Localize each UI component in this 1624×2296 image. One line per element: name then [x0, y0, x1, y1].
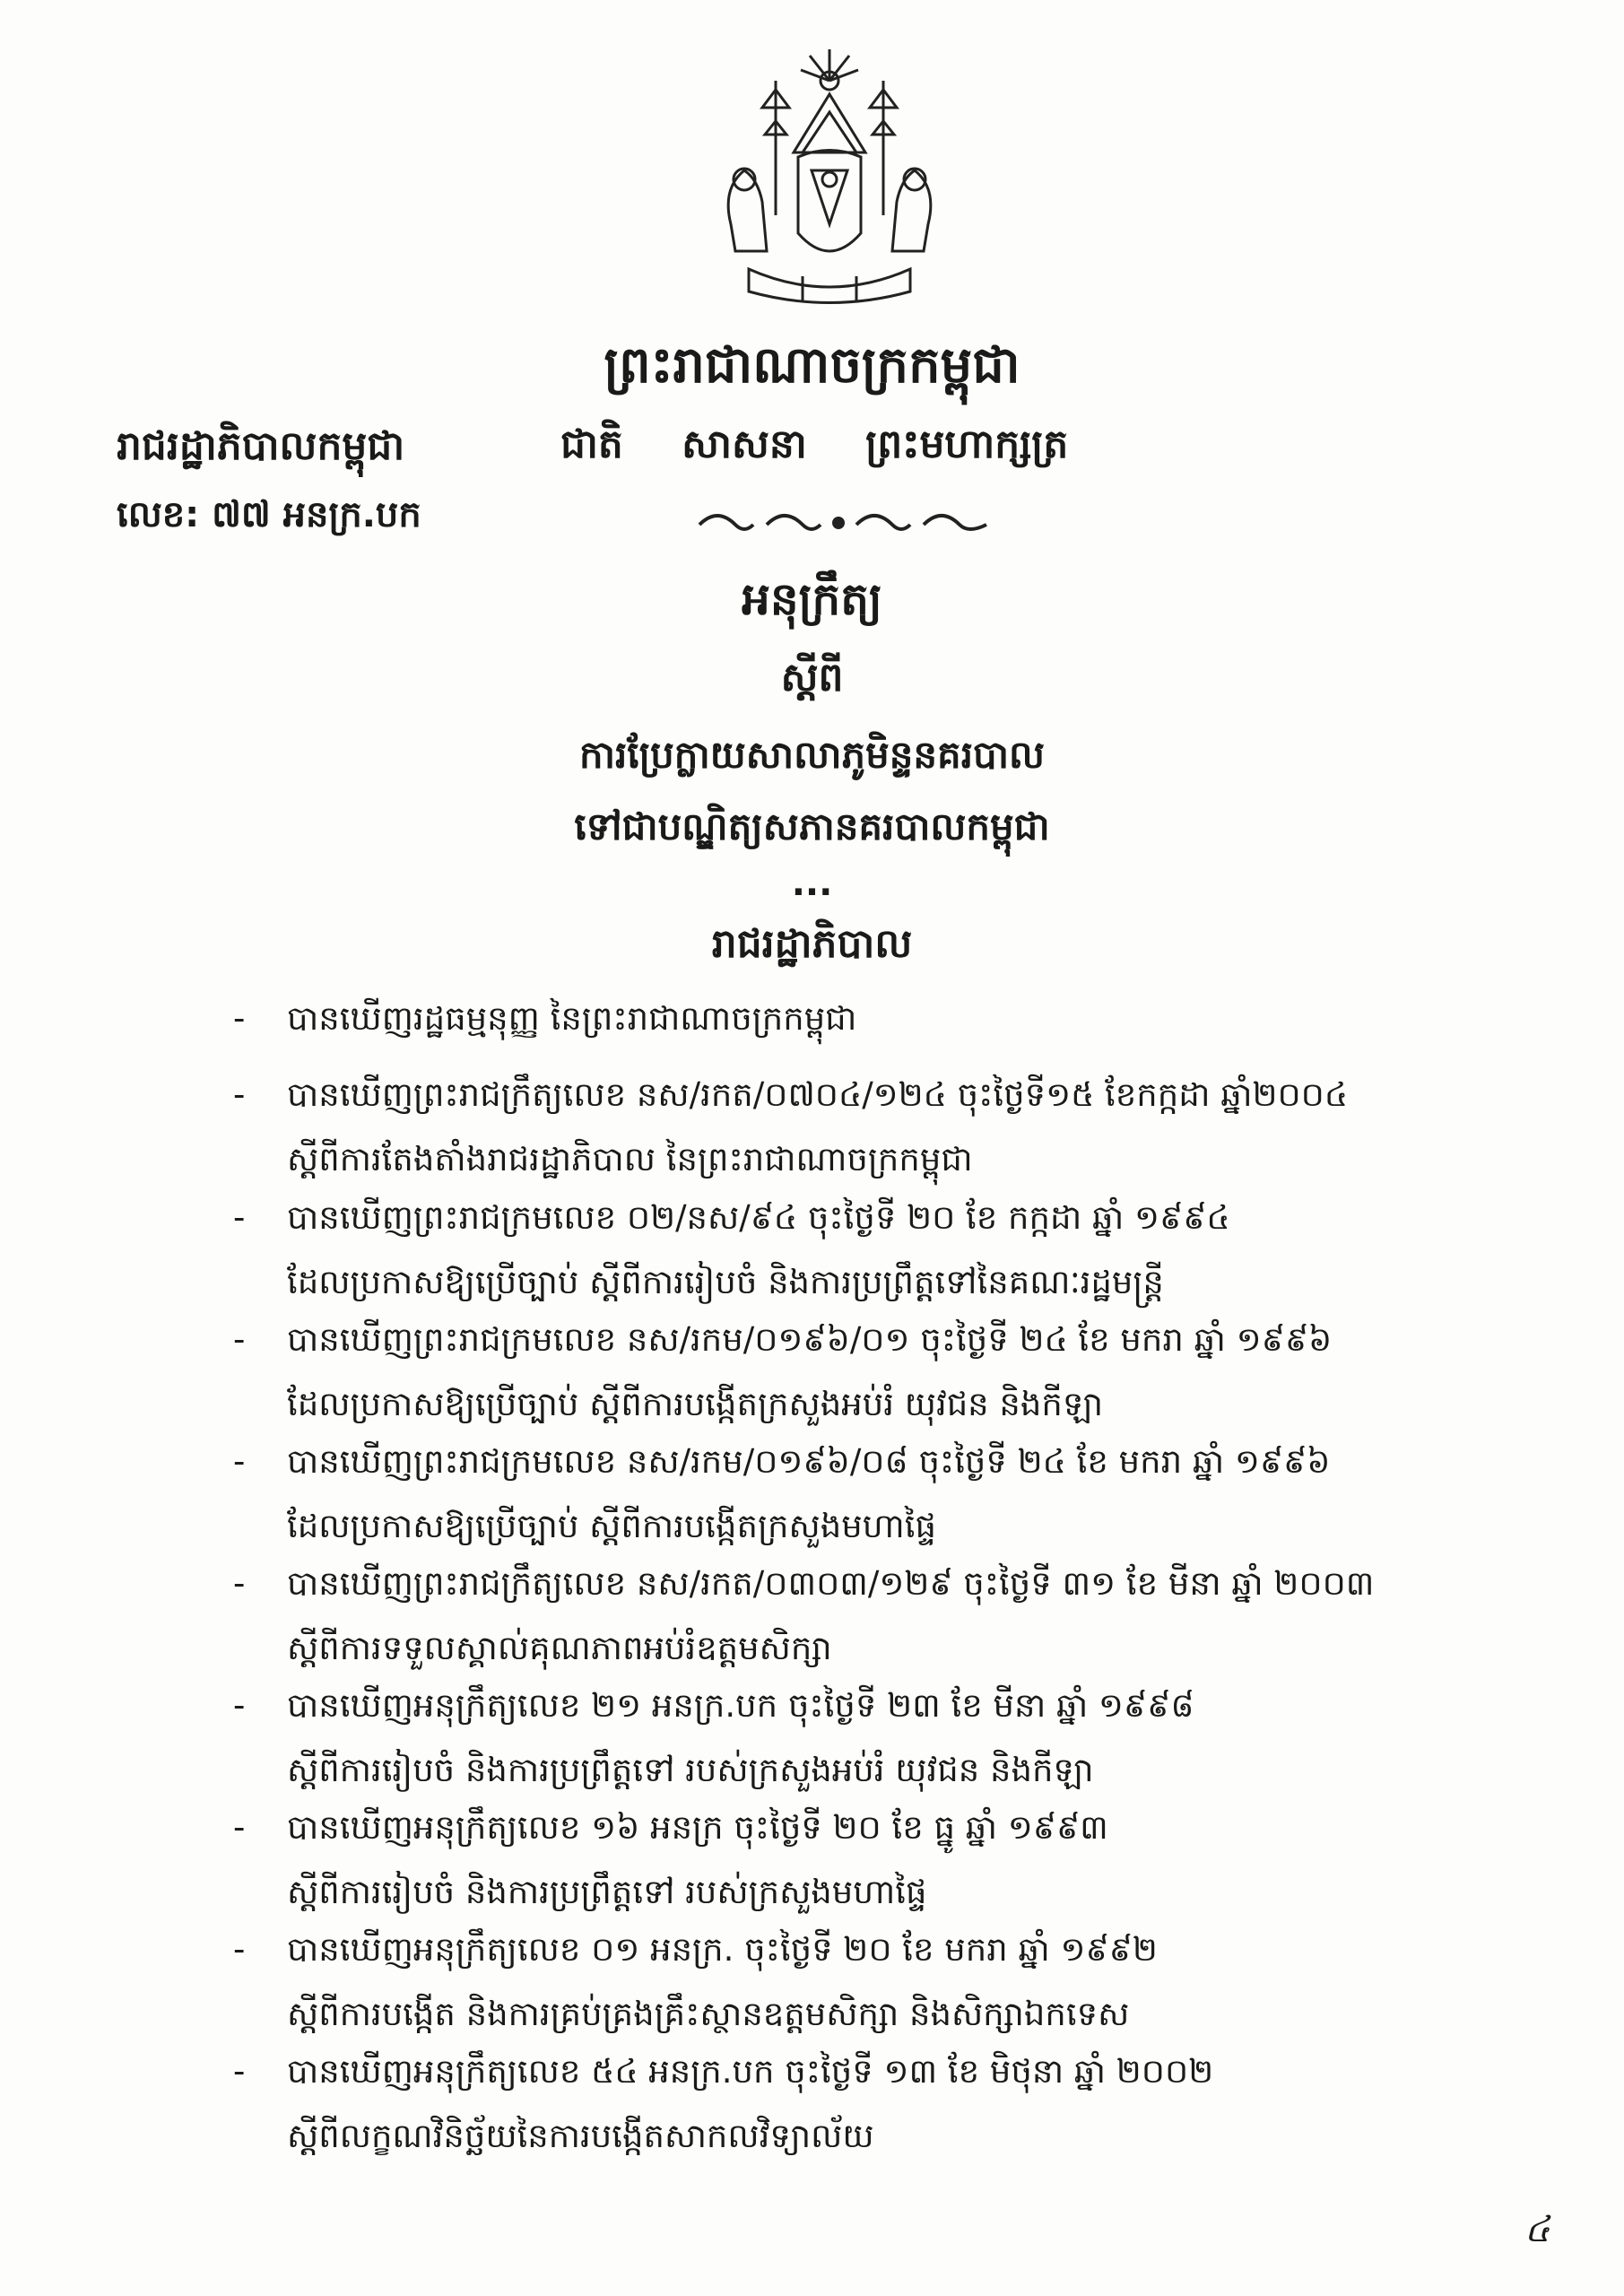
list-item: [233, 1308, 1542, 1437]
about-label: ស្តីពី: [780, 655, 844, 700]
issuing-government: រាជរដ្ឋាភិបាលកម្ពុជា: [117, 423, 405, 469]
royal-coat-of-arms-icon: [695, 45, 964, 314]
ellipsis-separator: ...: [791, 863, 833, 904]
bullet-dash: -: [233, 1442, 246, 1481]
list-item: [233, 1063, 1542, 1192]
item-line-1: បានឃើញព្រះរាជក្រមលេខ នស/រកម/០១៩៦/០៨ ចុះថ្ងៃទី ២៤ ខែ មករា ឆ្នាំ ១៩៩៦: [287, 1442, 1331, 1481]
list-item: [233, 2039, 1542, 2169]
item-line-1: បានឃើញព្រះរាជក្រមលេខ នស/រកម/០១៩៦/០១ ចុះថ្ងៃទី ២៤ ខែ មករា ឆ្នាំ ១៩៩៦: [287, 1320, 1333, 1359]
item-line-2: ដែលប្រកាសឱ្យប្រើច្បាប់ ស្តីពីការបង្កើតក្រសួងមហាផ្ទៃ: [287, 1507, 936, 1545]
item-line-1: បានឃើញព្រះរាជក្រឹត្យលេខ នស/រកត/០៧០៤/១២៤ ចុះថ្ងៃទី១៥ ខែកក្កដា ឆ្នាំ២០០៤: [287, 1075, 1349, 1114]
item-line-1: បានឃើញអនុក្រឹត្យលេខ ០១ អនក្រ. ចុះថ្ងៃទី ២០ ខែ មករា ឆ្នាំ ១៩៩២: [287, 1930, 1158, 1969]
list-item: [233, 1796, 1542, 1925]
list-item: [233, 1552, 1542, 1681]
bullet-dash: -: [233, 1930, 246, 1969]
item-line-2: ស្តីពីការបង្កើត និងការគ្រប់គ្រងគ្រឹះស្ថានឧត្តមសិក្សា និងសិក្សាឯកទេស: [287, 1995, 1130, 2033]
item-line-2: ស្តីពីលក្ខណវិនិច្ឆ័យនៃការបង្កើតសាកលវិទ្យាល័យ: [287, 2117, 874, 2155]
kingdom-name: ព្រះរាជាណាចក្រកម្ពុជា: [604, 336, 1020, 395]
item-line-1: បានឃើញរដ្ឋធម្មនុញ្ញ នៃព្រះរាជាណាចក្រកម្ពុជា: [287, 999, 857, 1038]
bullet-dash: -: [233, 1808, 246, 1847]
subject-line-1: ការប្រែក្លាយសាលាភូមិន្ទនគរបាល: [578, 733, 1046, 777]
bullet-dash: -: [233, 1075, 246, 1114]
bullet-dash: -: [233, 1320, 246, 1359]
decorative-ornament-icon: [690, 498, 995, 543]
list-item: [233, 1186, 1542, 1315]
page-number: ៤: [1524, 2209, 1550, 2250]
reference-number: លេខ: ៧៧ អនក្រ.បក: [117, 494, 421, 535]
issuer-heading: រាជរដ្ឋាភិបាល: [711, 921, 913, 967]
bullet-dash: -: [233, 2052, 246, 2091]
bullet-dash: -: [233, 1564, 246, 1603]
bullet-dash: -: [233, 1198, 246, 1237]
item-line-1: បានឃើញព្រះរាជក្រឹត្យលេខ នស/រកត/០៣០៣/១២៩ ចុះថ្ងៃទី ៣១ ខែ មីនា ឆ្នាំ ២០០៣: [287, 1564, 1375, 1603]
list-item: [233, 987, 1542, 1051]
item-line-1: បានឃើញព្រះរាជក្រមលេខ ០២/នស/៩៤ ចុះថ្ងៃទី ២០ ខែ កក្កដា ឆ្នាំ ១៩៩៤: [287, 1198, 1230, 1237]
item-line-2: ស្តីពីការរៀបចំ និងការប្រព្រឹត្តទៅ របស់ក្រសួងអប់រំ យុវជន និងកីឡា: [287, 1751, 1094, 1789]
national-motto: ជាតិ សាសនា ព្រះមហាក្សត្រ: [560, 422, 1069, 467]
item-line-1: បានឃើញអនុក្រឹត្យលេខ ៥៤ អនក្រ.បក ចុះថ្ងៃទី ១៣ ខែ មិថុនា ឆ្នាំ ២០០២: [287, 2052, 1214, 2091]
item-line-2: ស្តីពីការរៀបចំ និងការប្រព្រឹត្តទៅ របស់ក្រសួងមហាផ្ទៃ: [287, 1873, 927, 1911]
document-type: អនុក្រឹត្យ: [742, 573, 882, 625]
item-line-2: ដែលប្រកាសឱ្យប្រើច្បាប់ ស្តីពីការបង្កើតក្រសួងអប់រំ យុវជន និងកីឡា: [287, 1385, 1104, 1423]
item-line-2: ស្តីពីការតែងតាំងរាជរដ្ឋាភិបាល នៃព្រះរាជាណាចក្រកម្ពុជា: [287, 1140, 973, 1178]
list-item: [233, 1674, 1542, 1803]
subject-line-2: ទៅជាបណ្ឌិត្យសភានគរបាលកម្ពុជា: [574, 804, 1050, 848]
item-line-2: ដែលប្រកាសឱ្យប្រើច្បាប់ ស្តីពីការរៀបចំ និងការប្រព្រឹត្តទៅនៃគណៈរដ្ឋមន្ត្រី: [287, 1263, 1164, 1301]
bullet-dash: -: [233, 1686, 246, 1725]
bullet-dash: -: [233, 999, 246, 1038]
list-item: [233, 1430, 1542, 1559]
item-line-1: បានឃើញអនុក្រឹត្យលេខ ២១ អនក្រ.បក ចុះថ្ងៃទី ២៣ ខែ មីនា ឆ្នាំ ១៩៩៨: [287, 1686, 1194, 1725]
list-item: [233, 1918, 1542, 2047]
item-line-2: ស្តីពីការទទួលស្គាល់គុណភាពអប់រំឧត្តមសិក្សា: [287, 1629, 832, 1667]
item-line-1: បានឃើញអនុក្រឹត្យលេខ ១៦ អនក្រ ចុះថ្ងៃទី ២០ ខែ ធ្នូ ឆ្នាំ ១៩៩៣: [287, 1808, 1108, 1847]
